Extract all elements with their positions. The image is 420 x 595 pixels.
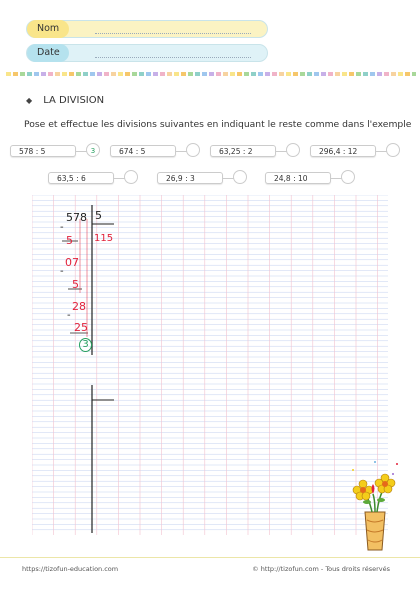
stripe-segment bbox=[244, 72, 249, 76]
stripe-segment bbox=[328, 72, 333, 76]
stripe-segment bbox=[223, 72, 228, 76]
exercise-label: 26,9 : 3 bbox=[157, 172, 223, 184]
footer-left-url[interactable]: https://tizofun-education.com bbox=[22, 565, 119, 573]
answer-circle[interactable] bbox=[233, 170, 247, 184]
footer-copyright: © http://tizofun.com - Tous droits réservés bbox=[252, 565, 390, 573]
stripe-segment bbox=[307, 72, 312, 76]
minus-sign: - bbox=[60, 266, 64, 277]
stripe-segment bbox=[167, 72, 172, 76]
date-writing-line bbox=[95, 57, 251, 58]
exercise-7[interactable] bbox=[265, 172, 357, 184]
stripe-segment bbox=[20, 72, 25, 76]
stripe-segment bbox=[384, 72, 389, 76]
answer-circle[interactable] bbox=[341, 170, 355, 184]
stripe-segment bbox=[34, 72, 39, 76]
example-divisor: 5 bbox=[95, 209, 102, 222]
exercise-label: 24,8 : 10 bbox=[265, 172, 331, 184]
stripe-segment bbox=[146, 72, 151, 76]
color-stripe bbox=[6, 72, 416, 76]
step-remainder: 28 bbox=[72, 300, 86, 313]
stripe-segment bbox=[202, 72, 207, 76]
stripe-segment bbox=[293, 72, 298, 76]
exercise-1[interactable] bbox=[10, 145, 102, 157]
exercise-6[interactable] bbox=[157, 172, 249, 184]
stripe-segment bbox=[62, 72, 67, 76]
stripe-segment bbox=[160, 72, 165, 76]
stripe-segment bbox=[181, 72, 186, 76]
stripe-segment bbox=[377, 72, 382, 76]
stripe-segment bbox=[6, 72, 11, 76]
stripe-segment bbox=[370, 72, 375, 76]
stripe-segment bbox=[209, 72, 214, 76]
stripe-segment bbox=[342, 72, 347, 76]
stripe-segment bbox=[335, 72, 340, 76]
name-label: Nom bbox=[27, 20, 69, 38]
stripe-segment bbox=[27, 72, 32, 76]
stripe-segment bbox=[69, 72, 74, 76]
minus-sign: - bbox=[67, 310, 71, 321]
exercise-4[interactable] bbox=[310, 145, 402, 157]
instruction-text: Pose et effectue les divisions suivantes en indiquant le reste comme dans l'exemple bbox=[24, 119, 412, 130]
step-subtract: 5 bbox=[72, 278, 79, 291]
stripe-segment bbox=[272, 72, 277, 76]
stripe-segment bbox=[55, 72, 60, 76]
exercise-label: 296,4 : 12 bbox=[310, 145, 376, 157]
stripe-segment bbox=[258, 72, 263, 76]
stripe-segment bbox=[314, 72, 319, 76]
stripe-segment bbox=[174, 72, 179, 76]
stripe-segment bbox=[118, 72, 123, 76]
stripe-segment bbox=[90, 72, 95, 76]
exercise-label: 578 : 5 bbox=[10, 145, 76, 157]
date-field[interactable] bbox=[26, 44, 268, 62]
diamond-bullet-icon: ◆ bbox=[26, 96, 33, 105]
exercise-label: 63,25 : 2 bbox=[210, 145, 276, 157]
answer-circle[interactable] bbox=[124, 170, 138, 184]
seyes-grid[interactable] bbox=[32, 195, 388, 535]
stripe-segment bbox=[13, 72, 18, 76]
stripe-segment bbox=[216, 72, 221, 76]
exercise-2[interactable] bbox=[110, 145, 202, 157]
stripe-segment bbox=[349, 72, 354, 76]
stripe-segment bbox=[300, 72, 305, 76]
footer-divider bbox=[0, 557, 420, 558]
stripe-segment bbox=[97, 72, 102, 76]
exercise-3[interactable] bbox=[210, 145, 302, 157]
stripe-segment bbox=[188, 72, 193, 76]
stripe-segment bbox=[104, 72, 109, 76]
stripe-segment bbox=[405, 72, 410, 76]
name-field[interactable] bbox=[26, 20, 268, 38]
stripe-segment bbox=[391, 72, 396, 76]
stripe-segment bbox=[76, 72, 81, 76]
stripe-segment bbox=[132, 72, 137, 76]
name-writing-line bbox=[95, 33, 251, 34]
stripe-segment bbox=[237, 72, 242, 76]
example-quotient: 115 bbox=[94, 233, 114, 244]
stripe-segment bbox=[356, 72, 361, 76]
section-title: LA DIVISION bbox=[43, 95, 105, 106]
stripe-segment bbox=[195, 72, 200, 76]
stripe-segment bbox=[279, 72, 284, 76]
stripe-segment bbox=[321, 72, 326, 76]
example-dividend: 578 bbox=[66, 211, 87, 224]
exercise-5[interactable] bbox=[48, 172, 140, 184]
answer-circle[interactable] bbox=[186, 143, 200, 157]
stripe-segment bbox=[363, 72, 368, 76]
stripe-segment bbox=[286, 72, 291, 76]
date-label: Date bbox=[27, 44, 69, 62]
stripe-segment bbox=[139, 72, 144, 76]
step-subtract: 5 bbox=[66, 234, 73, 247]
answer-circle[interactable] bbox=[286, 143, 300, 157]
stripe-segment bbox=[412, 72, 416, 76]
exercise-label: 63,5 : 6 bbox=[48, 172, 114, 184]
stripe-segment bbox=[83, 72, 88, 76]
final-remainder: 3 bbox=[79, 338, 92, 352]
stripe-segment bbox=[153, 72, 158, 76]
stripe-segment bbox=[111, 72, 116, 76]
stripe-segment bbox=[265, 72, 270, 76]
stripe-segment bbox=[48, 72, 53, 76]
section-heading bbox=[26, 95, 104, 106]
flower-pot-icon bbox=[345, 450, 405, 555]
answer-circle[interactable] bbox=[386, 143, 400, 157]
stripe-segment bbox=[398, 72, 403, 76]
stripe-segment bbox=[125, 72, 130, 76]
stripe-segment bbox=[251, 72, 256, 76]
step-subtract: 25 bbox=[74, 321, 88, 334]
step-remainder: 07 bbox=[65, 256, 79, 269]
stripe-segment bbox=[41, 72, 46, 76]
exercise-label: 674 : 5 bbox=[110, 145, 176, 157]
answer-circle[interactable]: 3 bbox=[86, 143, 100, 157]
stripe-segment bbox=[230, 72, 235, 76]
minus-sign: - bbox=[60, 222, 64, 233]
